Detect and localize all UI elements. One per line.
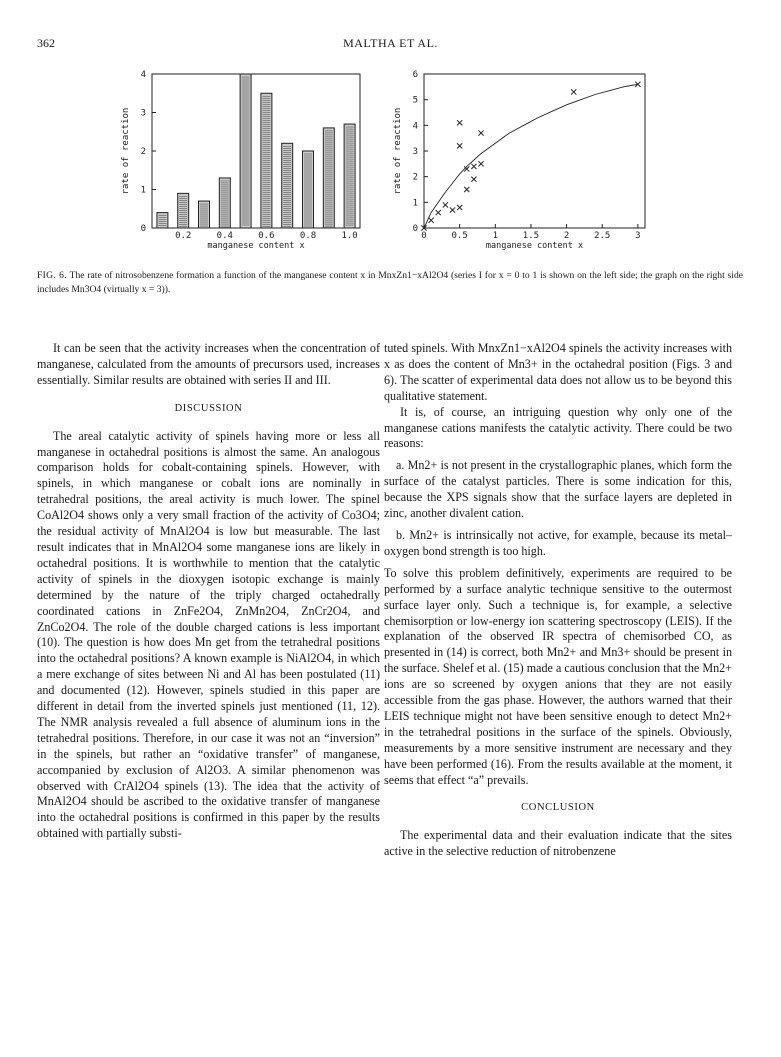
data-point (471, 177, 476, 182)
bar (219, 178, 230, 228)
data-point (457, 120, 462, 125)
scatter-chart-xtick-label: 0.5 (451, 231, 468, 241)
bar-chart-xlabel: manganese content x (207, 241, 305, 251)
fit-curve (424, 84, 638, 228)
scatter-chart-ylabel: rate of reaction (393, 107, 403, 195)
bar (178, 193, 189, 228)
data-point (429, 218, 434, 223)
running-title: MALTHA ET AL. (343, 36, 438, 50)
scatter-chart-xtick-label: 1.5 (522, 231, 540, 241)
data-point (457, 205, 462, 210)
bar-chart-xtick-label: 0.4 (216, 231, 233, 241)
scatter-chart-ytick-label: 0 (412, 224, 418, 234)
bar (344, 124, 355, 228)
left-paragraph-2: The areal catalytic activity of spinels having more or less all manganese in octahedral positions is almost the same. An analogous comparison holds for cobalt-containing spinels. However, with spinels, in which manganese or cobalt ions are nominally in tetrahedral positions, the areal activity is much lower. The spinel CoAl2O4 shows only a very small fraction of the activity of Co3O4; the residual activity of MnAl2O4 is low but measurable. The last result indicates that in MnAl2O4 some manganese ions are likely in octahedral positions. It is worthwhile to mention that the catalytic activity of spinels in the dioxygen isotopic exchange is mainly determined by the nature of the triply charged octahedrally coordinated cations in ZnFe2O4, ZnMn2O4, ZnCr2O4, and ZnCo2O4. The role of the double charged cations is less important (10). The question is how does Mn get from the tetrahedral positions into the octahedral positions? A known example is NiAl2O4, in which a mere exchange of sites between Ni and Al has been postulated (11) and documented (12). However, spinels studied in this paper are different in detail from the inverted spinels just mentioned (11, 12). The NMR analysis revealed a full absence of aluminum ions in the tetrahedral positions. Therefore, in our case it was not an “inversion” in the spinels, but rather an “oxidative transfer” of manganese, accompanied by exclusion of Al2O3. A similar phenomenon was observed with CrAl2O4 spinels (13). The idea that the activity of MnAl2O4 should be ascribed to the oxidative transfer of manganese into the octahedral positions is confirmed in this paper by the results obtained with partially substi- (37, 428, 380, 841)
caption-text: The rate of nitrosobenzene formation a function of the manganese content x in MnxZn1−xAl2O4 (series I for x = 0 to 1 is shown on the left side; the graph on the right side includes Mn3O4 (virtually x = 3)). (37, 270, 743, 295)
caption-label: FIG. 6. (37, 270, 67, 281)
bar-chart-xtick-label: 0.6 (258, 231, 275, 241)
data-point (450, 207, 455, 212)
reason-b: b. Mn2+ is intrinsically not active, for example, because its metal–oxygen bond strength is too high. (384, 527, 732, 558)
conclusion-heading: CONCLUSION (521, 802, 595, 814)
right-paragraph-2: It is, of course, an intriguing question why only one of the manganese cations manifests the catalytic activity. There could be two reasons: (384, 404, 732, 451)
scatter-chart-ytick-label: 6 (412, 70, 418, 80)
scatter-chart-ytick-label: 2 (412, 172, 418, 183)
bar (303, 151, 314, 228)
scatter-chart-ytick-label: 5 (412, 95, 418, 106)
scatter-chart-xtick-label: 2.5 (594, 231, 611, 241)
discussion-heading: DISCUSSION (174, 402, 243, 414)
bar-chart-ytick-label: 1 (140, 185, 146, 196)
data-point (464, 187, 469, 192)
reason-a: a. Mn2+ is not present in the crystallographic planes, which form the surface of the catalyst particles. There is some indication for this, because the XPS signals show that the surface layers are depleted in zinc, another divalent cation. (384, 458, 732, 521)
data-point (478, 161, 483, 166)
scatter-chart-ytick-label: 4 (412, 121, 418, 132)
bar-chart-ytick-label: 2 (140, 147, 146, 157)
left-paragraph-1: It can be seen that the activity increases when the concentration of manganese, calculated from the amounts of precursors used, increases essentially. Similar results are obtained with series II and III. (37, 341, 380, 387)
right-column (384, 341, 732, 860)
bar (261, 93, 272, 228)
bar-chart-xtick-label: 0.2 (175, 231, 192, 241)
figure-6 (0, 0, 781, 262)
scatter-chart-xtick-label: 0 (421, 231, 427, 241)
data-point (478, 130, 483, 135)
bar (282, 143, 293, 228)
right-paragraph-3: To solve this problem definitively, experiments are required to be performed by a surface analytic technique sensitive to the outermost surface layer only. Such a technique is, for example, a selective chemisorption or low-energy ion scattering spectroscopy (LEIS). If the explanation of the observed IR spectra of chemisorbed CO, as presented in (14) is correct, both Mn2+ and Mn3+ should be present in the surface. Shelef et al. (15) made a cautious conclusion that the Mn2+ ions are so screened by oxygen anions that they are not easily accessible from the gas phase. However, the authors warned that their LEIS technique might not have been sensitive enough to detect Mn2+ in the tetrahedral positions in the surface of the spinels. Obviously, measurements by a more sensitive instrument are necessary and they have been performed (16). From the results available at the moment, it seems that effect “a” prevails. (384, 565, 732, 787)
bar (157, 213, 168, 228)
scatter-chart-xtick-label: 2 (563, 231, 570, 241)
data-point (571, 89, 576, 94)
bar-chart-ytick-label: 0 (140, 224, 146, 234)
page-number: 362 (37, 36, 55, 50)
left-column (37, 341, 380, 842)
bar-chart-ytick-label: 3 (140, 108, 146, 119)
scatter-chart-ytick-label: 3 (412, 147, 418, 157)
right-paragraph-4: The experimental data and their evaluation indicate that the sites active in the selective reduction of nitrobenzene (384, 828, 732, 859)
scatter-chart-xtick-label: 3 (635, 231, 641, 241)
figure-caption (37, 269, 743, 297)
data-point (443, 202, 448, 207)
scatter-chart-right (393, 70, 645, 251)
bar-chart-ylabel: rate of reaction (121, 107, 131, 195)
bar (323, 128, 334, 228)
data-point (457, 143, 462, 148)
bar-body (261, 93, 272, 228)
bar-chart-ytick-label: 4 (140, 70, 146, 80)
scatter-chart-ytick-label: 1 (412, 198, 418, 209)
bar (199, 201, 210, 228)
right-paragraph-1: tuted spinels. With MnxZn1−xAl2O4 spinels the activity increases with x as does the content of Mn3+ in the octahedral position (Figs. 3 and 6). The scatter of experimental data does not allow us to be beyond this qualitative statement. (384, 341, 732, 403)
bar-chart-left (121, 70, 360, 251)
bar-body (303, 151, 314, 228)
data-point (436, 210, 441, 215)
bar-chart-xtick-label: 1.0 (341, 231, 358, 241)
bar (240, 74, 251, 228)
bar-body (344, 124, 355, 228)
scatter-chart-xtick-label: 1 (492, 231, 499, 241)
bar-chart-xtick-label: 0.8 (299, 231, 317, 241)
scatter-chart-xlabel: manganese content x (485, 241, 584, 251)
data-point (471, 164, 476, 169)
